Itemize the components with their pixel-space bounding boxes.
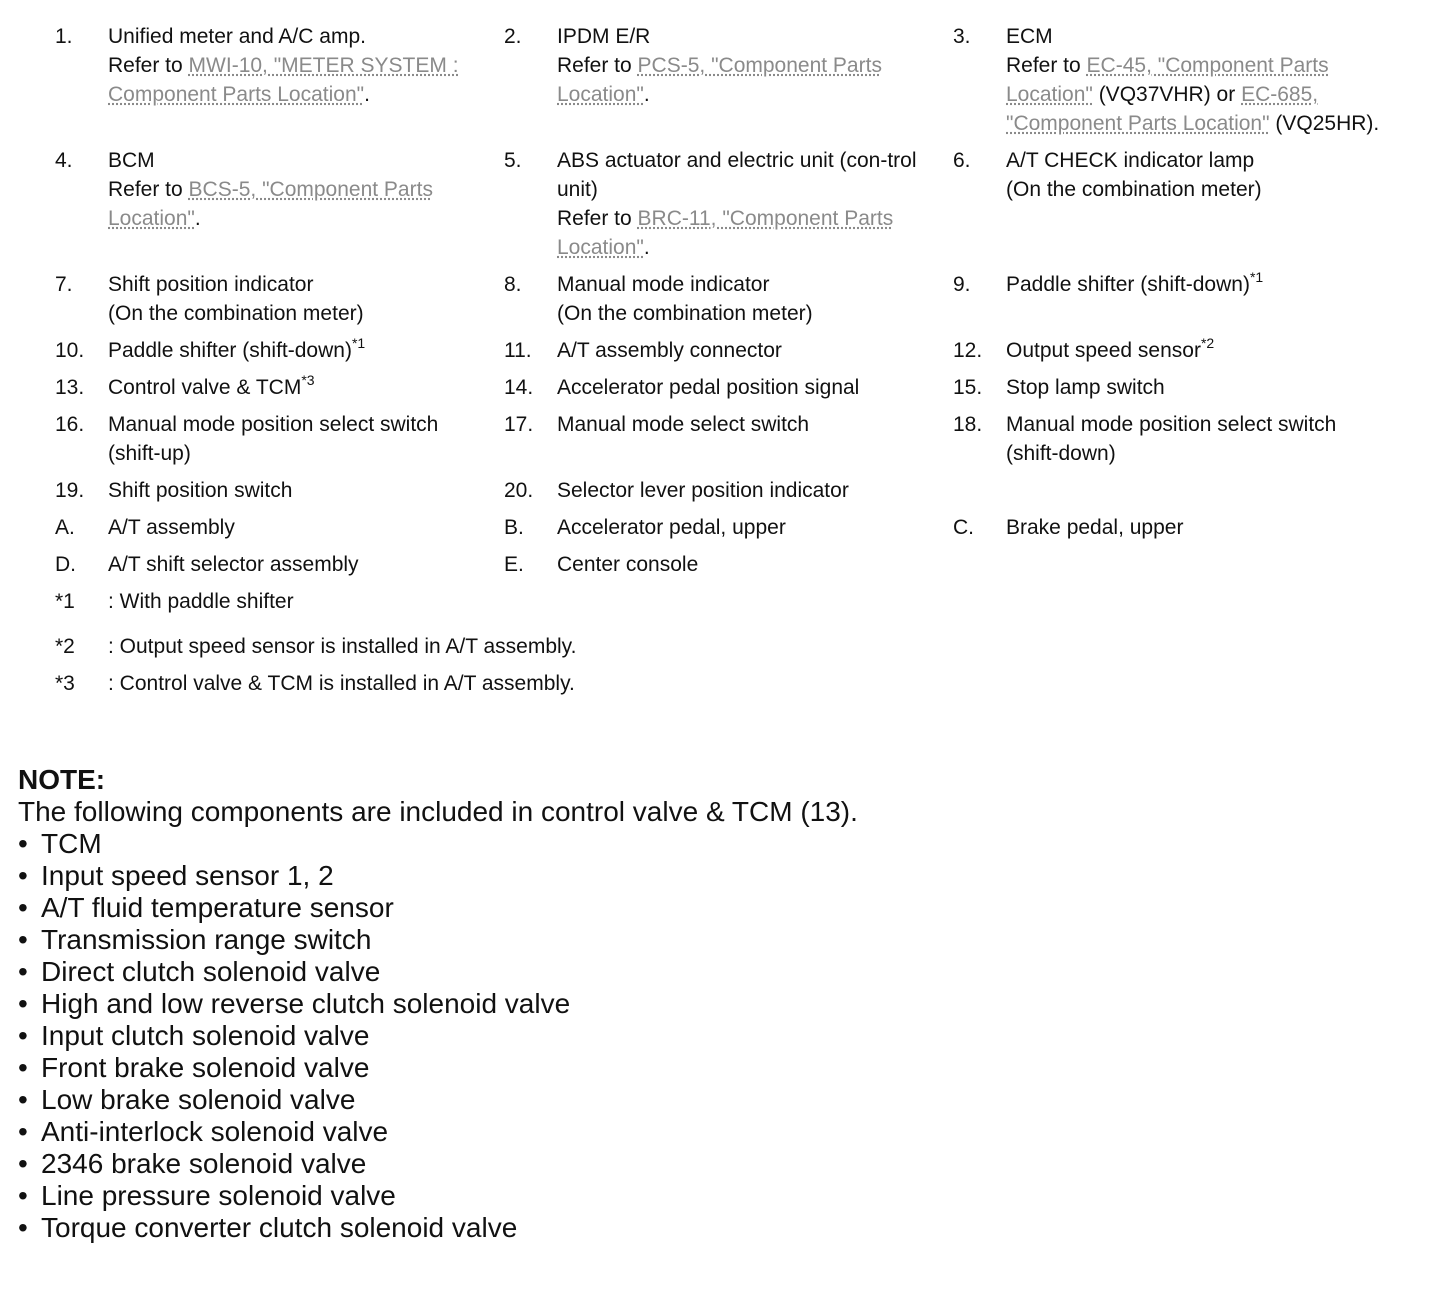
item-label-text: Shift position switch bbox=[108, 479, 293, 502]
item-number: D. bbox=[55, 553, 76, 576]
reference-link[interactable]: MWI-10, "METER SYSTEM : Component Parts Location" bbox=[108, 54, 459, 106]
item-body bbox=[1006, 22, 1391, 138]
bullet-icon: • bbox=[18, 1084, 28, 1115]
legend-item bbox=[504, 336, 953, 365]
bullet-icon: • bbox=[18, 1052, 28, 1083]
legend-item bbox=[504, 22, 953, 109]
reference-link[interactable]: BRC-11, "Component Parts Location" bbox=[557, 207, 894, 259]
legend-item bbox=[953, 146, 1402, 204]
item-reference bbox=[557, 51, 942, 109]
reference-link[interactable]: PCS-5, "Component Parts Location" bbox=[557, 54, 882, 106]
item-body bbox=[108, 632, 1308, 661]
item-number: *2 bbox=[55, 635, 75, 658]
bullet-icon: • bbox=[18, 1020, 28, 1051]
bullet-icon: • bbox=[18, 828, 28, 859]
item-label-text: Paddle shifter (shift-down) bbox=[1006, 273, 1250, 296]
item-location-note: (On the combination meter) bbox=[557, 302, 813, 325]
item-label bbox=[557, 22, 942, 51]
item-number: 5. bbox=[504, 149, 522, 172]
item-number: C. bbox=[953, 516, 974, 539]
note-list-item bbox=[18, 956, 1418, 988]
item-label bbox=[557, 146, 942, 204]
item-body bbox=[108, 22, 493, 109]
legend-row bbox=[55, 513, 1445, 542]
reference-text: . bbox=[194, 207, 201, 230]
item-number: B. bbox=[504, 516, 524, 539]
item-number: E. bbox=[504, 553, 524, 576]
item-label bbox=[108, 669, 1308, 698]
note-item-text: Transmission range switch bbox=[41, 924, 372, 955]
note-list-item bbox=[18, 1084, 1418, 1116]
item-number: 13. bbox=[55, 376, 85, 399]
item-body bbox=[108, 146, 493, 233]
item-label-text: Paddle shifter (shift-down) bbox=[108, 339, 352, 362]
legend-item bbox=[504, 373, 953, 402]
legend-item bbox=[55, 669, 1355, 698]
item-label-text: A/T assembly bbox=[108, 516, 235, 539]
item-label-text: Stop lamp switch bbox=[1006, 376, 1165, 399]
bullet-icon: • bbox=[18, 956, 28, 987]
legend-row bbox=[55, 632, 1445, 661]
item-body bbox=[557, 336, 942, 365]
note-item-text: Input clutch solenoid valve bbox=[41, 1020, 370, 1051]
reference-text: . bbox=[364, 83, 370, 106]
legend-item bbox=[55, 476, 504, 505]
legend-row bbox=[55, 476, 1445, 505]
item-label bbox=[108, 336, 493, 365]
note-title: NOTE: bbox=[18, 764, 106, 795]
item-number: 15. bbox=[953, 376, 983, 399]
item-body bbox=[557, 146, 942, 262]
item-label bbox=[1006, 410, 1391, 468]
item-body bbox=[1006, 146, 1391, 204]
item-label bbox=[108, 550, 493, 579]
item-body bbox=[108, 476, 493, 505]
bullet-icon: • bbox=[18, 892, 28, 923]
legend-item bbox=[953, 373, 1402, 402]
note-list-item bbox=[18, 828, 1418, 860]
legend-item bbox=[55, 632, 1355, 661]
item-number: 14. bbox=[504, 376, 534, 399]
legend-row bbox=[55, 669, 1445, 698]
item-body bbox=[557, 270, 942, 328]
item-number: 9. bbox=[953, 273, 971, 296]
legend-row bbox=[55, 22, 1445, 138]
bullet-icon: • bbox=[18, 860, 28, 891]
item-label-text: Center console bbox=[557, 553, 699, 576]
item-body bbox=[108, 270, 493, 328]
legend-item bbox=[55, 587, 1355, 616]
item-reference bbox=[108, 51, 493, 109]
item-label-text: IPDM E/R bbox=[557, 25, 651, 48]
item-label bbox=[557, 476, 942, 505]
component-legend bbox=[55, 22, 1445, 698]
item-body bbox=[108, 336, 493, 365]
item-label-text: A/T assembly connector bbox=[557, 339, 782, 362]
item-label bbox=[1006, 146, 1391, 175]
reference-link[interactable]: EC-685, "Component Parts Location" bbox=[1006, 83, 1319, 135]
item-label-text: Manual mode indicator bbox=[557, 273, 770, 296]
item-reference bbox=[108, 175, 493, 233]
legend-item bbox=[504, 146, 953, 262]
item-body bbox=[1006, 336, 1391, 365]
legend-row bbox=[55, 550, 1445, 579]
bullet-icon: • bbox=[18, 988, 28, 1019]
note-section bbox=[18, 764, 1418, 1244]
legend-item bbox=[55, 513, 504, 542]
note-list-item bbox=[18, 1212, 1418, 1244]
item-body bbox=[108, 410, 493, 468]
item-label-text: A/T CHECK indicator lamp bbox=[1006, 149, 1255, 172]
reference-text: (VQ37VHR) or bbox=[1092, 83, 1242, 106]
item-number: 20. bbox=[504, 479, 534, 502]
item-label bbox=[1006, 22, 1391, 51]
item-body bbox=[557, 22, 942, 109]
item-label bbox=[108, 587, 1308, 616]
item-label-text: A/T shift selector assembly bbox=[108, 553, 359, 576]
reference-text: . bbox=[643, 83, 650, 106]
note-item-text: Input speed sensor 1, 2 bbox=[41, 860, 334, 891]
note-list-item bbox=[18, 988, 1418, 1020]
reference-text: (VQ25HR). bbox=[1269, 112, 1380, 135]
item-label-text: Manual mode select switch bbox=[557, 413, 810, 436]
legend-item bbox=[504, 513, 953, 542]
bullet-icon: • bbox=[18, 1212, 28, 1243]
legend-item bbox=[953, 270, 1402, 299]
legend-item bbox=[504, 550, 953, 579]
item-label-text: Manual mode position select switch (shift-up) bbox=[108, 413, 439, 465]
legend-item bbox=[504, 410, 953, 439]
item-body bbox=[557, 513, 942, 542]
note-item-text: Anti-interlock solenoid valve bbox=[41, 1116, 389, 1147]
item-label bbox=[108, 270, 493, 299]
reference-link[interactable]: BCS-5, "Component Parts Location" bbox=[108, 178, 433, 230]
item-label-text: Shift position indicator bbox=[108, 273, 314, 296]
footnote-marker: *3 bbox=[301, 372, 315, 388]
legend-row bbox=[55, 270, 1445, 328]
footnote-marker: *1 bbox=[351, 335, 366, 351]
legend-item bbox=[953, 513, 1402, 542]
item-number: 19. bbox=[55, 479, 85, 502]
item-number: 16. bbox=[55, 413, 85, 436]
legend-item bbox=[55, 410, 504, 468]
item-body bbox=[108, 373, 493, 402]
item-reference bbox=[557, 204, 942, 262]
item-label-text: Accelerator pedal, upper bbox=[557, 516, 786, 539]
item-number: *3 bbox=[55, 672, 75, 695]
legend-item bbox=[55, 550, 504, 579]
item-body bbox=[557, 373, 942, 402]
item-body bbox=[1006, 373, 1391, 402]
note-list-item bbox=[18, 892, 1418, 924]
item-number: 17. bbox=[504, 413, 534, 436]
footnote-marker: *2 bbox=[1200, 335, 1215, 351]
item-label bbox=[1006, 336, 1391, 365]
legend-row bbox=[55, 587, 1445, 616]
note-list-item bbox=[18, 1180, 1418, 1212]
item-label bbox=[1006, 513, 1391, 542]
bullet-icon: • bbox=[18, 1148, 28, 1179]
item-number: 3. bbox=[953, 25, 971, 48]
item-label-text: ECM bbox=[1006, 25, 1053, 48]
legend-item bbox=[953, 336, 1402, 365]
item-label-text: Selector lever position indicator bbox=[557, 479, 849, 502]
legend-item bbox=[953, 410, 1402, 468]
item-label bbox=[108, 632, 1308, 661]
item-label-text: ABS actuator and electric unit (con-trol unit) bbox=[557, 149, 917, 201]
bullet-icon: • bbox=[18, 924, 28, 955]
reference-text: Refer to bbox=[108, 178, 189, 201]
item-label-text: Accelerator pedal position signal bbox=[557, 376, 860, 399]
item-label bbox=[108, 146, 493, 175]
legend-row bbox=[55, 410, 1445, 468]
item-number: 1. bbox=[55, 25, 73, 48]
legend-item bbox=[55, 22, 504, 109]
note-list-item bbox=[18, 1148, 1418, 1180]
item-number: 8. bbox=[504, 273, 522, 296]
legend-row bbox=[55, 336, 1445, 365]
note-component-list bbox=[18, 828, 1418, 1244]
item-number: 2. bbox=[504, 25, 522, 48]
bullet-icon: • bbox=[18, 1180, 28, 1211]
item-location-note: (On the combination meter) bbox=[108, 302, 364, 325]
note-list-item bbox=[18, 1020, 1418, 1052]
item-label-text: Unified meter and A/C amp. bbox=[108, 25, 366, 48]
legend-item bbox=[504, 270, 953, 328]
item-label bbox=[557, 373, 942, 402]
note-item-text: A/T fluid temperature sensor bbox=[41, 892, 394, 923]
item-label bbox=[1006, 373, 1391, 402]
item-label-text: Output speed sensor bbox=[1006, 339, 1201, 362]
item-body bbox=[557, 550, 942, 579]
item-label bbox=[108, 22, 493, 51]
item-number: *1 bbox=[55, 590, 75, 613]
item-number: 10. bbox=[55, 339, 85, 362]
item-body bbox=[1006, 270, 1391, 299]
note-item-text: Direct clutch solenoid valve bbox=[41, 956, 381, 987]
note-item-text: Low brake solenoid valve bbox=[41, 1084, 356, 1115]
item-label bbox=[557, 336, 942, 365]
note-item-text: Torque converter clutch solenoid valve bbox=[41, 1212, 518, 1243]
note-item-text: Line pressure solenoid valve bbox=[41, 1180, 396, 1211]
legend-row bbox=[55, 373, 1445, 402]
reference-text: Refer to bbox=[108, 54, 189, 77]
item-number: 18. bbox=[953, 413, 983, 436]
note-list-item bbox=[18, 1052, 1418, 1084]
item-body bbox=[108, 513, 493, 542]
item-label bbox=[557, 270, 942, 299]
item-number: 12. bbox=[953, 339, 983, 362]
item-body bbox=[1006, 410, 1391, 468]
item-label-text: : With paddle shifter bbox=[108, 590, 294, 613]
item-label-text: Control valve & TCM bbox=[108, 376, 302, 399]
item-body bbox=[557, 476, 942, 505]
item-body bbox=[108, 550, 493, 579]
item-label bbox=[108, 476, 493, 505]
note-intro: The following components are included in control valve & TCM (13). bbox=[18, 796, 858, 827]
item-label-text: : Output speed sensor is installed in A/T assembly. bbox=[108, 635, 577, 658]
note-item-text: Front brake solenoid valve bbox=[41, 1052, 370, 1083]
item-body bbox=[557, 410, 942, 439]
item-label-text: Brake pedal, upper bbox=[1006, 516, 1184, 539]
note-item-text: TCM bbox=[41, 828, 102, 859]
item-number: 4. bbox=[55, 149, 73, 172]
legend-item bbox=[55, 270, 504, 328]
legend-item bbox=[504, 476, 953, 505]
reference-link[interactable]: EC-45, "Component Parts Location" bbox=[1006, 54, 1329, 106]
item-label bbox=[557, 513, 942, 542]
note-item-text: High and low reverse clutch solenoid valve bbox=[41, 988, 571, 1019]
reference-text: Refer to bbox=[557, 54, 638, 77]
reference-text: . bbox=[643, 236, 650, 259]
item-number: A. bbox=[55, 516, 75, 539]
legend-row bbox=[55, 146, 1445, 262]
item-body bbox=[108, 669, 1308, 698]
note-list-item bbox=[18, 924, 1418, 956]
item-label bbox=[557, 410, 942, 439]
item-label-text: : Control valve & TCM is installed in A/T assembly. bbox=[108, 672, 575, 695]
note-list-item bbox=[18, 1116, 1418, 1148]
footnote-marker: *1 bbox=[1249, 269, 1264, 285]
legend-item bbox=[953, 22, 1402, 138]
item-label-text: BCM bbox=[108, 149, 155, 172]
item-label bbox=[108, 410, 493, 468]
legend-item bbox=[55, 146, 504, 233]
item-number: 7. bbox=[55, 273, 73, 296]
note-list-item bbox=[18, 860, 1418, 892]
legend-item bbox=[55, 373, 504, 402]
item-location-note: (On the combination meter) bbox=[1006, 178, 1262, 201]
item-label bbox=[108, 513, 493, 542]
reference-text: Refer to bbox=[557, 207, 638, 230]
item-number: 6. bbox=[953, 149, 971, 172]
bullet-icon: • bbox=[18, 1116, 28, 1147]
item-label bbox=[557, 550, 942, 579]
item-body bbox=[108, 587, 1308, 616]
note-item-text: 2346 brake solenoid valve bbox=[41, 1148, 367, 1179]
item-label-text: Manual mode position select switch (shift-down) bbox=[1006, 413, 1337, 465]
item-reference bbox=[1006, 51, 1391, 138]
item-label bbox=[1006, 270, 1391, 299]
item-number: 11. bbox=[504, 339, 532, 362]
legend-item bbox=[55, 336, 504, 365]
item-body bbox=[1006, 513, 1391, 542]
item-label bbox=[108, 373, 493, 402]
reference-text: Refer to bbox=[1006, 54, 1087, 77]
